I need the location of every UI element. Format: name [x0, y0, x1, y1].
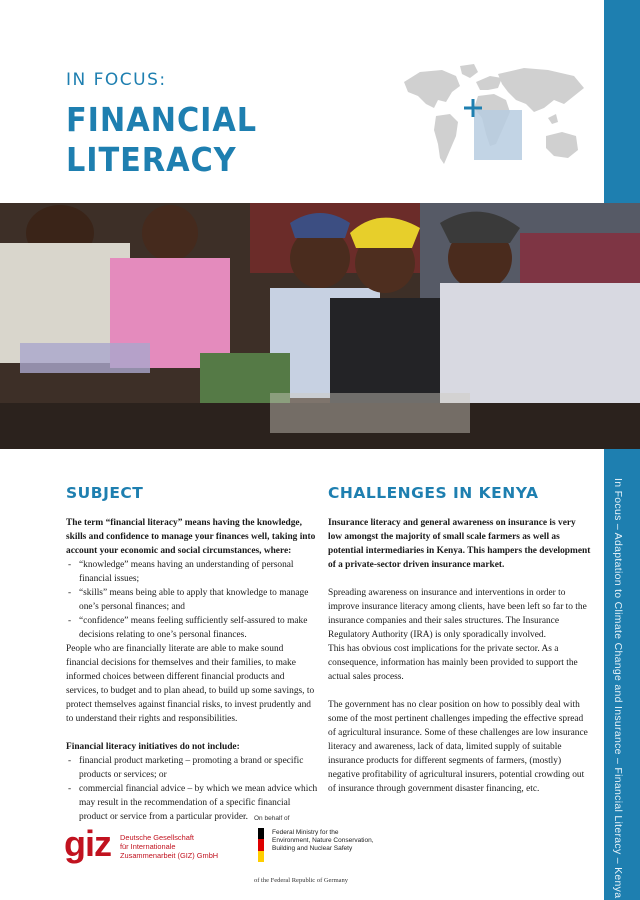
giz-organization-name [120, 833, 218, 860]
subject-intro: The term “financial literacy” means having the knowledge, skills and confidence to manage your finances well, taking into account your economic and social circumstances, where: [66, 518, 316, 556]
map-highlight-box [474, 110, 522, 160]
challenges-lead: Insurance literacy and general awareness on insurance is very low amongst the majority of small scale farmers as well as potential intermediaries in Kenya. This hampers the development of a private-sector driven insurance market. [328, 518, 591, 570]
world-map-icon [398, 60, 588, 178]
list-item: - “knowledge” means having an understanding of personal financial issues; [66, 558, 318, 586]
ministry-line: Federal Ministry for the [272, 829, 339, 836]
subject-bullet-list [66, 558, 318, 642]
ministry-line: Environment, Nature Conservation, [272, 837, 374, 844]
subject-paragraph: People who are financially literate are able to make sound financial decisions for themselves and their families, to make informed choices between different financial products and services, to budget and to plan ahead, to build up some savings, to protect themselves against financial risks, to invest prudently and to understand their rights and responsibilities. [66, 644, 315, 724]
subject-column [66, 516, 318, 824]
list-item: - financial product marketing – promoting a brand or specific products or services; or [66, 754, 318, 782]
title-line-1: FINANCIAL [66, 100, 258, 139]
sidebar-caption: In Focus – Adaptation to Climate Change and Insurance – Financial Literacy – Kenya [612, 478, 624, 899]
list-item: - commercial financial advice – by which we mean advice which may result in the recommendation of a specific financial product or service from a particular provider. [66, 782, 318, 824]
german-flag-icon [258, 828, 264, 862]
page-title [66, 100, 257, 180]
challenges-paragraph-3: The government has no clear position on how to possibly deal with some of the most pertinent challenges impeding the effective spread of agricultural insurance. Some of these challenges are low insurance literacy and awareness, lack of data, limited supply of suitable insurance products for different segments of farmers, (mostly) negative profitability of agricultural insurers, potential crowding out of insurance through government disaster financing, etc. [328, 700, 588, 794]
title-line-2: LITERACY [66, 140, 237, 179]
ministry-line: Building and Nuclear Safety [272, 845, 353, 852]
challenges-column [328, 516, 592, 796]
challenges-paragraph-1: Spreading awareness on insurance and interventions in order to improve insurance literacy among clients, have been left so far to the insurance companies and their sales structures. The Insurance Regulatory Authority (IRA) is only sporadically involved. [328, 588, 587, 640]
exclusions-list [66, 754, 318, 824]
challenges-paragraph-2: This has obvious cost implications for the private sector. As a consequence, information has mainly been provided to support the actual sales process. [328, 644, 578, 682]
on-behalf-label: On behalf of [254, 815, 290, 822]
kicker-label: IN FOCUS: [66, 70, 167, 90]
giz-name-line: für Internationale [120, 842, 176, 851]
photo-illustration [0, 203, 640, 449]
giz-logo: giz [64, 823, 111, 864]
ministry-name [272, 829, 374, 853]
challenges-heading: CHALLENGES IN KENYA [328, 484, 539, 502]
list-item: - “skills” means being able to apply that knowledge to manage one’s personal finances; and [66, 586, 318, 614]
exclusions-heading: Financial literacy initiatives do not include: [66, 742, 240, 752]
group-photo [0, 203, 640, 449]
list-item: - “confidence” means feeling sufficiently self-assured to make decisions relating to one’s personal finances. [66, 614, 318, 642]
subject-heading: SUBJECT [66, 484, 144, 502]
giz-name-line: Zusammenarbeit (GIZ) GmbH [120, 851, 219, 860]
giz-name-line: Deutsche Gesellschaft [120, 833, 194, 842]
federal-republic-label: of the Federal Republic of Germany [254, 877, 349, 884]
